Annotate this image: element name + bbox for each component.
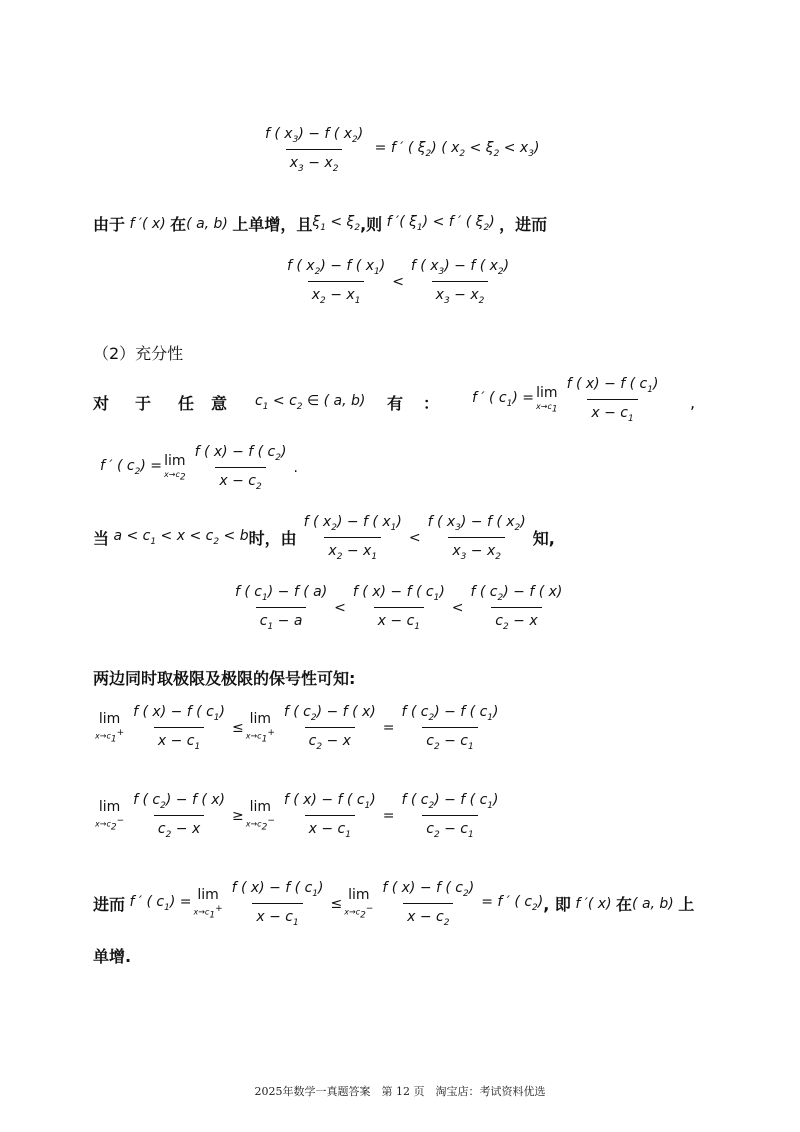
section-heading-sufficiency: （2）充分性	[93, 344, 184, 363]
math-c1-c2-in-ab: $c_1 < c_2$ ∈ ( a, b)	[255, 393, 366, 412]
text-then: ,则	[360, 215, 383, 234]
text-yu: 于	[135, 394, 152, 413]
line-monotone: 由于 f ′( x) 在 ( a, b) 上单增，且 $\xi_1 < \xi_2$ ,则 f ′( $\xi_1) < f$ ′ ( $\xi_2$) ，进而	[93, 212, 547, 235]
text-jin-er: 进而	[93, 895, 126, 915]
text-in-2: 在	[616, 895, 633, 915]
text-two-sides: 两边同时取极限及极限的保号性可知:	[93, 669, 356, 688]
text-dan-zeng: 单增.	[93, 947, 132, 966]
equation-mvt-xi2: $\frac{f ( x_3) - f ( x_2)}{x_3 - x_2}$ = f ′ ( $\xi_2$) ( $x_2 < \xi_2 < x_3$)	[265, 126, 540, 174]
line-conclusion: 进而 f ′ ( $c_1$) = lim $x\to c_1^+$ $\frac{f ( x) - f ( c_1)}{x - c_1}$ ≤ lim $x\to c_2^-$ $\frac{f ( x) - f ( c_2)}{x - c_2}$ = f ′ ( $c_2$) , 即 f ′( x) 在 ( a, b) 上	[93, 880, 695, 928]
text-since: 由于	[93, 215, 126, 234]
equation-three-slopes: $\frac{f ( c_1) - f ( a)}{c_1 - a}$ < $\frac{f ( x) - f ( c_1)}{x - c_1}$ < $\frac{f ( c_2) - f ( x)}{c_2 - x}$	[235, 584, 563, 632]
text-yi: 意	[211, 394, 228, 413]
equation-derivative-c1: f ′ ( $c_1$) = lim $x\to c_1$ $\frac{f ( x) - f ( c_1)}{x - c_1}$	[472, 376, 659, 424]
text-you: 有	[387, 394, 404, 413]
text-shi-you: 时，由	[248, 529, 297, 549]
text-dang: 当	[93, 529, 110, 549]
text-ji: , 即	[543, 895, 571, 915]
text-colon: ：	[423, 394, 440, 413]
equation-slope-inequality: $\frac{f ( x_2) - f ( x_1)}{x_2 - x_1}$ < $\frac{f ( x_3) - f ( x_2)}{x_3 - x_2}$	[287, 258, 510, 306]
text-hence: ，进而	[499, 215, 548, 234]
text-zhi: 知,	[532, 529, 555, 549]
text-dui: 对	[93, 394, 110, 413]
page-footer: 2025年数学一真题答案 第 12 页 淘宝店：考试资料优选	[254, 1085, 546, 1098]
text-comma: ,	[690, 393, 696, 412]
text-mono-and: 上单增，且	[232, 215, 313, 234]
equation-derivative-c2: f ′ ( $c_2$) = lim $x\to c_2$ $\frac{f ( x) - f ( c_2)}{x - c_2}$ .	[100, 444, 298, 492]
text-ren: 任	[178, 394, 195, 413]
equation-limit-left: lim $x\to c_2^-$ $\frac{f ( c_2) - f ( x)}{c_2 - x}$ ≥ lim $x\to c_2^-$ $\frac{f ( x) - f ( c_1)}{x - c_1}$ = $\frac{f ( c_2) - f ( c_1)}{c_2 - c_1}$	[95, 792, 499, 840]
line-when: 当 $a < c_1 < x < c_2 < b$ 时，由 $\frac{f ( x_2) - f ( x_1)}{x_2 - x_1}$ < $\frac{f ( x_3) - f ( x_2)}{x_3 - x_2}$ 知,	[93, 514, 555, 562]
equation-limit-right: lim $x\to c_1^+$ $\frac{f ( x) - f ( c_1)}{x - c_1}$ ≤ lim $x\to c_1^+$ $\frac{f ( c_2) - f ( x)}{c_2 - x}$ = $\frac{f ( c_2) - f ( c_1)}{c_2 - c_1}$	[95, 704, 499, 752]
text-in: 在	[170, 215, 187, 234]
text-shang: 上	[678, 895, 695, 915]
